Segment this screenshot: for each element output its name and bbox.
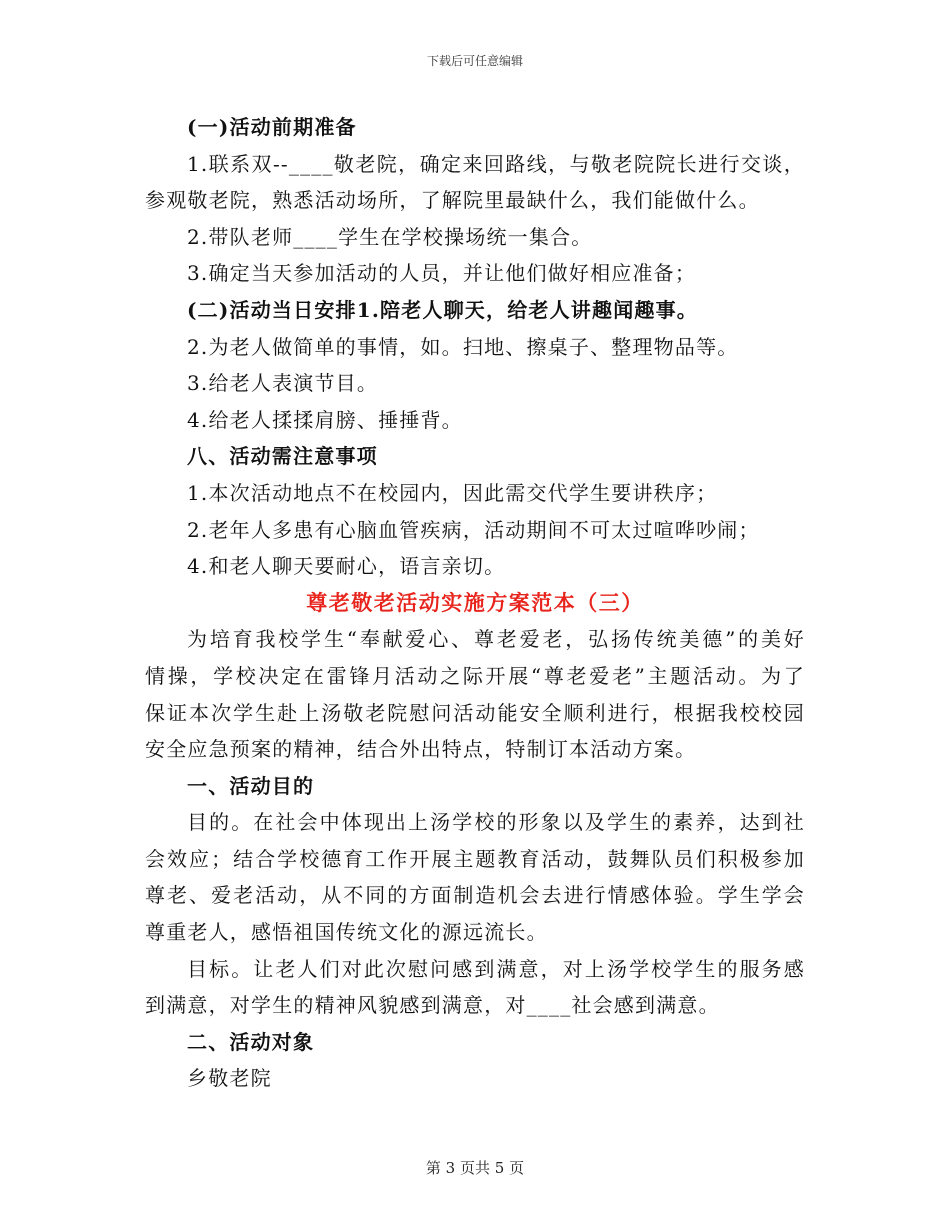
paragraph-line: 安全应急预案的精神，结合外出特点，特制订本活动方案。 — [145, 737, 697, 762]
section-heading: 八、活动需注意事项 — [187, 444, 378, 469]
paragraph-line: 参观敬老院，熟悉活动场所，了解院里最缺什么，我们能做什么。 — [145, 188, 760, 213]
paragraph-line: 3.给老人表演节目。 — [187, 371, 379, 396]
document-body — [145, 109, 805, 1097]
paragraph-line: 情操，学校决定在雷锋月活动之际开展“尊老爱老”主题活动。为了 — [145, 663, 805, 688]
paragraph-line: 1.本次活动地点不在校园内，因此需交代学生要讲秩序； — [187, 480, 718, 505]
paragraph-line: 为培育我校学生“奉献爱心、尊老爱老，弘扬传统美德”的美好 — [187, 627, 805, 652]
paragraph-line: 1.联系双--____敬老院，确定来回路线，与敬老院院长进行交谈， — [187, 151, 805, 176]
page-footer: 第 3 页共 5 页 — [425, 1159, 525, 1177]
paragraph-line: 目标。让老人们对此次慰问感到满意，对上汤学校学生的服务感 — [187, 956, 805, 981]
paragraph-line: 4.和老人聊天要耐心，语言亲切。 — [187, 554, 506, 579]
document-title: 尊老敬老活动实施方案范本（三） — [306, 589, 644, 615]
paragraph-line: 2.老年人多患有心脑血管疾病，活动期间不可太过喧哗吵闹； — [187, 517, 760, 542]
paragraph-line: 会效应；结合学校德育工作开展主题教育活动，鼓舞队员们积极参加 — [145, 846, 805, 871]
paragraph-line: 3.确定当天参加活动的人员，并让他们做好相应准备； — [187, 261, 697, 286]
paragraph-line: 乡敬老院 — [187, 1066, 272, 1091]
paragraph-line: 尊重老人，感悟祖国传统文化的源远流长。 — [145, 920, 548, 945]
paragraph-line: 目的。在社会中体现出上汤学校的形象以及学生的素养，达到社 — [187, 810, 805, 835]
paragraph-line: 保证本次学生赴上汤敬老院慰问活动能安全顺利进行，根据我校校园 — [145, 700, 805, 725]
page-header: 下载后可任意编辑 — [426, 54, 523, 68]
paragraph-line: 2.带队老师____学生在学校操场统一集合。 — [187, 224, 593, 249]
section-heading: 二、活动对象 — [187, 1029, 315, 1054]
section-heading: (一)活动前期准备 — [187, 115, 357, 139]
section-heading: 一、活动目的 — [187, 773, 315, 798]
paragraph-line: 到满意，对学生的精神风貌感到满意，对____社会感到满意。 — [145, 993, 720, 1018]
paragraph-line: 2.为老人做简单的事情，如。扫地、擦桌子、整理物品等。 — [187, 334, 739, 359]
paragraph-line: 4.给老人揉揉肩膀、捶捶背。 — [187, 407, 463, 432]
paragraph-line: 尊老、爱老活动，从不同的方面制造机会去进行情感体验。学生学会 — [145, 883, 805, 908]
section-heading: (二)活动当日安排1.陪老人聊天，给老人讲趣闻趣事。 — [187, 297, 699, 322]
